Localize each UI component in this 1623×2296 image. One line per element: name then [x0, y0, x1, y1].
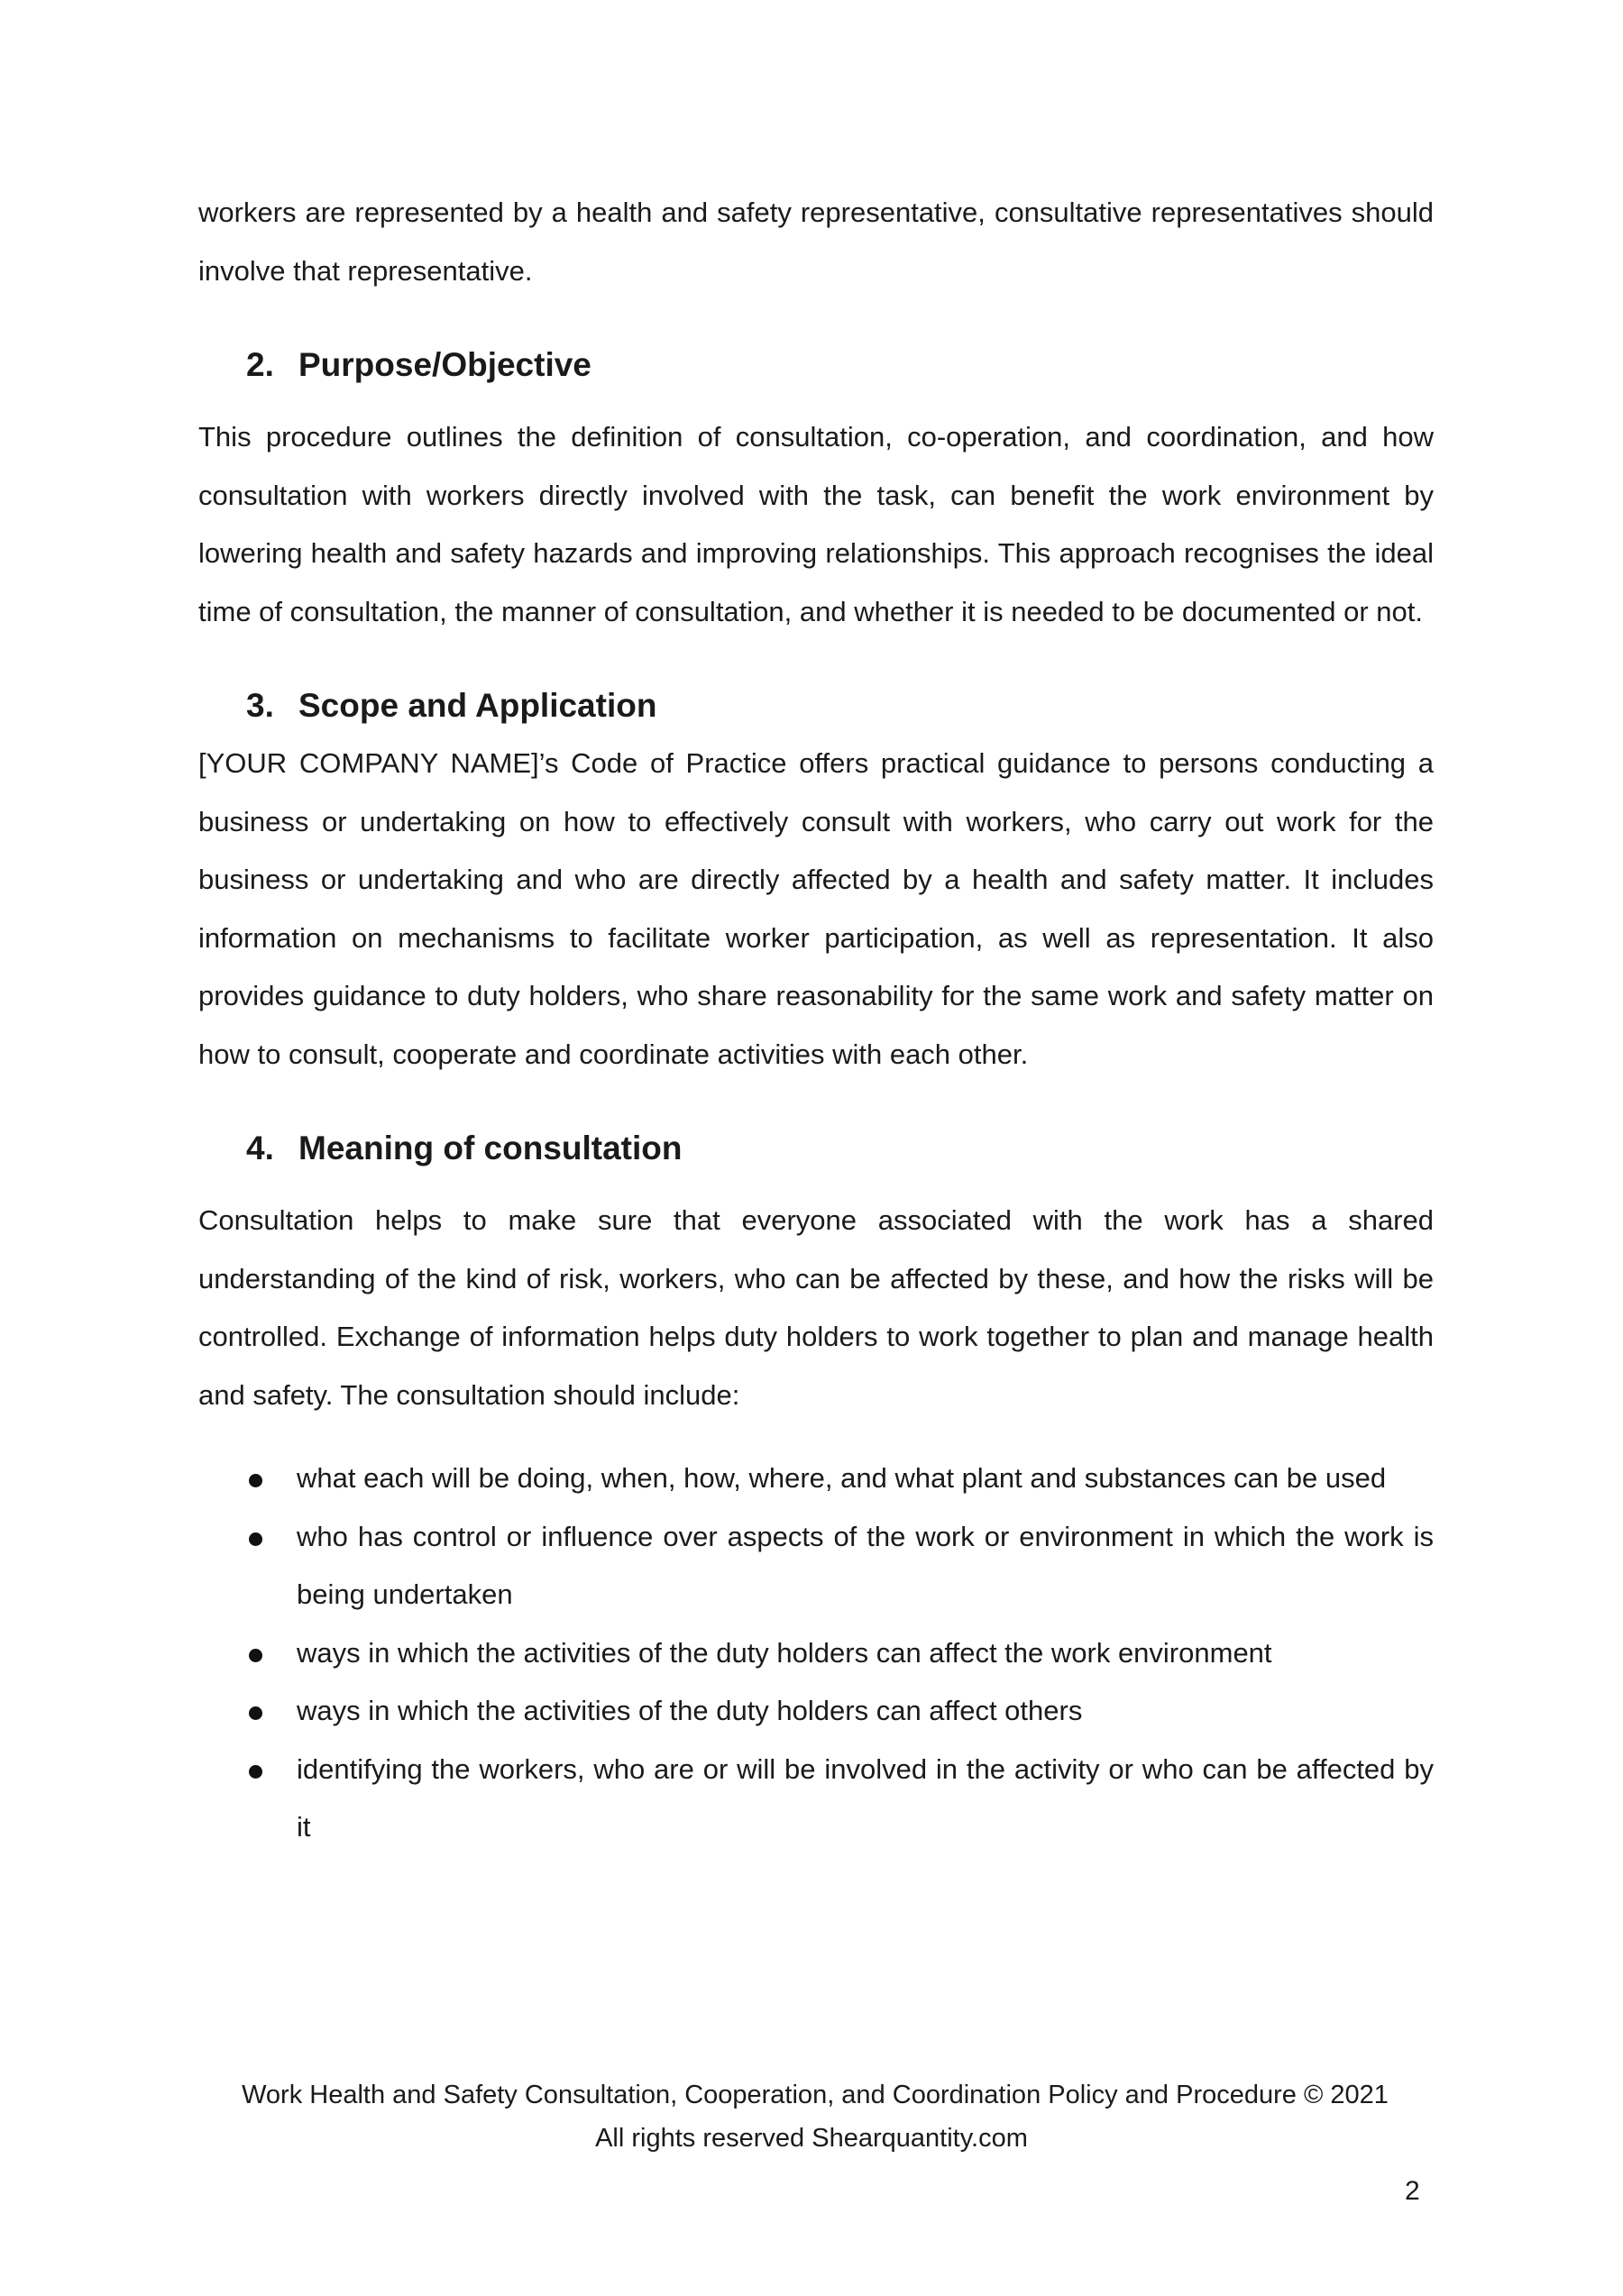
- list-item: [198, 1450, 1434, 1508]
- list-item-text: who has control or influence over aspects of the work or environment in which the work is being undertaken: [297, 1520, 1434, 1610]
- intro-paragraph: workers are represented by a health and safety representative, consultative representatives should involve that representative.: [198, 197, 1434, 287]
- list-item: [198, 1624, 1434, 1683]
- section-heading-scope: [198, 677, 1434, 735]
- section-heading-purpose: [198, 336, 1434, 394]
- bullet-icon: [249, 1706, 262, 1720]
- section-paragraph-purpose: This procedure outlines the definition of consultation, co-operation, and coordination, and how consultation with workers directly involved with the task, can benefit the work environment by lowering health and safety hazards and improving relationships. This approach recognises the ideal time of consultation, the manner of consultation, and whether it is needed to be documented or not.: [198, 421, 1434, 627]
- section-number: 2.: [246, 346, 274, 383]
- list-item-text: identifying the workers, who are or will be involved in the activity or who can be affected by it: [297, 1752, 1434, 1843]
- page-number: 2: [1405, 2176, 1420, 2206]
- document-body: [198, 184, 1434, 1857]
- bullet-icon: [249, 1532, 262, 1546]
- consultation-bullet-list: [198, 1450, 1434, 1857]
- section-title: Purpose/Objective: [298, 346, 591, 383]
- list-item: [198, 1508, 1434, 1624]
- section-number: 4.: [246, 1130, 274, 1166]
- page-footer: [0, 2073, 1623, 2160]
- footer-title: Work Health and Safety Consultation, Cooperation, and Coordination Policy and Procedure © 2021: [242, 2081, 1389, 2109]
- section-title: Scope and Application: [298, 687, 657, 724]
- section-number: 3.: [246, 687, 274, 724]
- footer-copyright: All rights reserved Shearquantity.com: [595, 2124, 1028, 2153]
- list-item-text: what each will be doing, when, how, where, and what plant and substances can be used: [297, 1462, 1387, 1494]
- section-heading-consultation: [198, 1120, 1434, 1177]
- bullet-icon: [249, 1649, 262, 1662]
- list-item: [198, 1682, 1434, 1741]
- section-title: Meaning of consultation: [298, 1130, 683, 1166]
- list-item-text: ways in which the activities of the duty holders can affect others: [297, 1695, 1083, 1726]
- section-paragraph-consultation: Consultation helps to make sure that everyone associated with the work has a shared understanding of the kind of risk, workers, who can be affected by these, and how the risks will be controlled. Exchange of information helps duty holders to work together to plan and manage health and safety. The consultation should include:: [198, 1204, 1434, 1411]
- list-item-text: ways in which the activities of the duty holders can affect the work environment: [297, 1636, 1272, 1669]
- section-paragraph-scope: [YOUR COMPANY NAME]’s Code of Practice offers practical guidance to persons conducting a business or undertaking on how to effectively consult with workers, who carry out work for the business or undertaking and who are directly affected by a health and safety matter. It includes information on mechanisms to facilitate worker participation, as well as representation. It also provides guidance to duty holders, who share reasonability for the same work and safety matter on how to consult, cooperate and coordinate activities with each other.: [198, 747, 1434, 1070]
- list-item: [198, 1741, 1434, 1857]
- bullet-icon: [249, 1474, 262, 1487]
- bullet-icon: [249, 1765, 262, 1779]
